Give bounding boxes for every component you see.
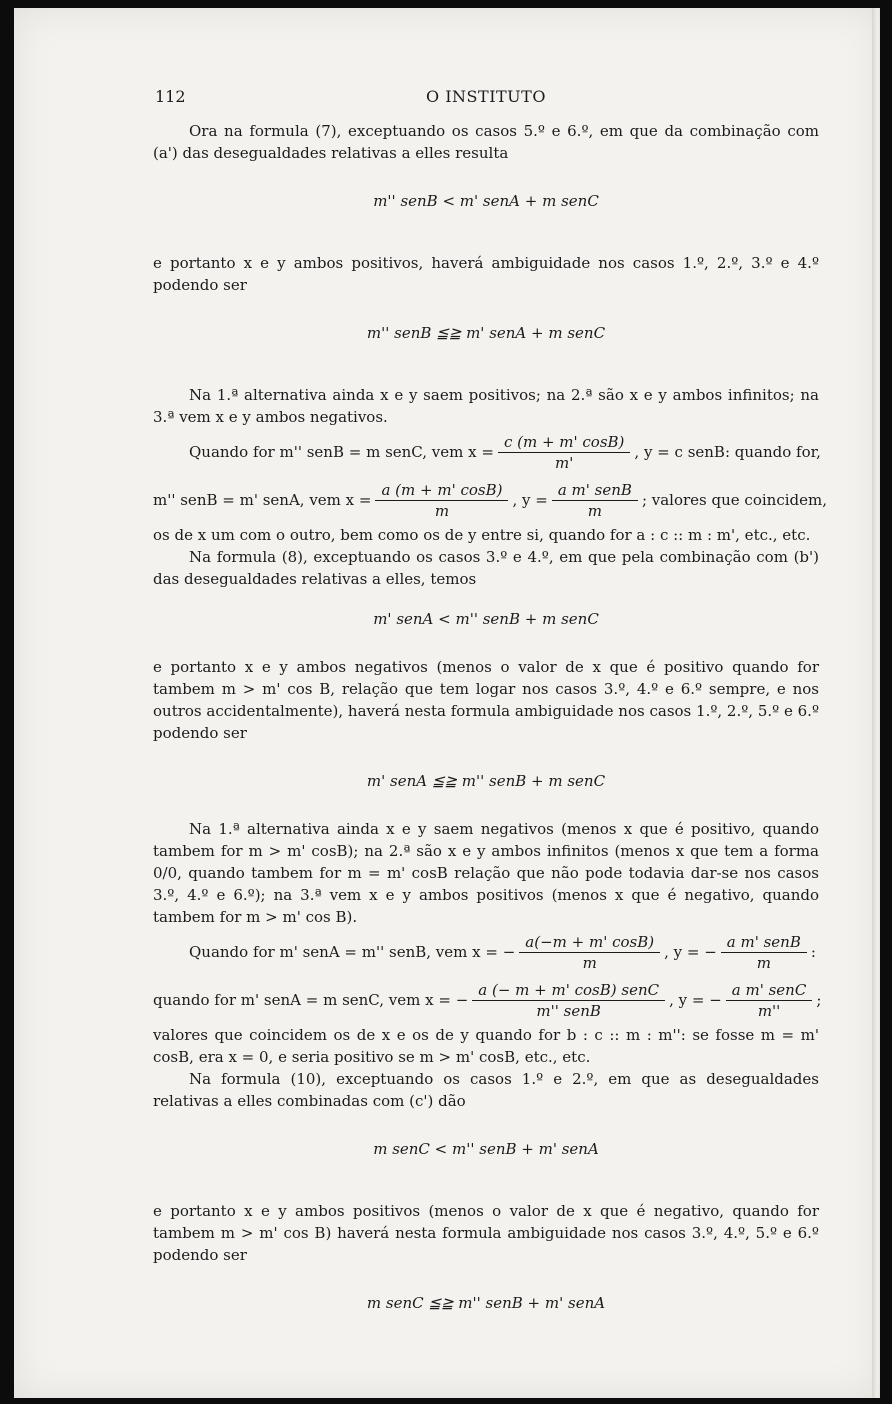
equation-line-2 bbox=[153, 476, 827, 524]
eq4-numerator-y: a m' senC bbox=[726, 980, 813, 1001]
page-number: 112 bbox=[155, 87, 186, 106]
formula-2: m'' senB ≦≧ m' senA + m senC bbox=[366, 324, 606, 342]
paragraph-5: Na formula (8), exceptuando os casos 3.º e 4.º, em que pela combinação com (b') das desegualdades relativas a elles, temos bbox=[153, 548, 819, 588]
paragraph-1: Ora na formula (7), exceptuando os casos 5.º e 6.º, em que da combinação com (a') das desegualdades relativas a elles resulta bbox=[153, 122, 819, 162]
eq3-fraction-y bbox=[721, 932, 807, 973]
equation-line-4 bbox=[153, 976, 822, 1024]
equation-line-3 bbox=[153, 928, 819, 976]
eq4-text-a: quando for m' senA = m senC, vem x = − bbox=[153, 991, 469, 1009]
eq3-denominator-y: m bbox=[756, 953, 771, 972]
formula-6: m senC ≦≧ m'' senB + m' senA bbox=[366, 1294, 606, 1312]
equation-line-1 bbox=[153, 428, 819, 476]
eq2-fraction-y bbox=[552, 480, 638, 521]
paragraph-2: e portanto x e y ambos positivos, haverá ambiguidade nos casos 1.º, 2.º, 3.º e 4.º podendo ser bbox=[153, 254, 819, 294]
eq1-numerator: c (m + m' cosB) bbox=[498, 432, 630, 453]
page-header bbox=[153, 84, 819, 110]
eq2-fraction-x bbox=[375, 480, 508, 521]
eq3-fraction-x bbox=[519, 932, 660, 973]
paragraph-8: valores que coincidem os de x e os de y quando for b : c :: m : m'': se fosse m = m' cosB, era x = 0, e seria positivo se m > m' cosB, etc., etc. bbox=[153, 1026, 819, 1066]
eq4-denominator-y: m'' bbox=[757, 1001, 781, 1020]
eq3-denominator-x: m bbox=[582, 953, 597, 972]
formula-5: m senC < m'' senB + m' senA bbox=[373, 1140, 599, 1158]
eq3-text-c: : bbox=[810, 943, 816, 961]
eq2-text-a: m'' senB = m' senA, vem x = bbox=[153, 491, 372, 509]
eq1-text-b: , y = c senB: quando for, bbox=[634, 443, 821, 461]
eq3-text-a: Quando for m' senA = m'' senB, vem x = − bbox=[189, 943, 516, 961]
eq2-numerator-y: a m' senB bbox=[552, 480, 638, 501]
eq3-numerator-x: a(−m + m' cosB) bbox=[519, 932, 660, 953]
eq4-numerator-x: a (− m + m' cosB) senC bbox=[472, 980, 665, 1001]
eq3-numerator-y: a m' senB bbox=[721, 932, 807, 953]
paragraph-7: Na 1.ª alternativa ainda x e y saem negativos (menos x que é positivo, quando tambem for m > m' cosB); na 2.ª são x e y ambos infinitos (menos x que tem a forma 0/0, quando tambem for m = m' cosB relação que não pode todavia dar-se nos casos 3.º, 4.º e 6.º); na 3.ª vem x e y ambos positivos (menos x que é negativo, quando tambem for m > m' cos B). bbox=[153, 820, 819, 926]
eq4-text-c: ; bbox=[816, 991, 822, 1009]
eq2-numerator-x: a (m + m' cosB) bbox=[375, 480, 508, 501]
eq4-text-b: , y = − bbox=[669, 991, 722, 1009]
page-content bbox=[153, 84, 827, 1314]
paragraph-6: e portanto x e y ambos negativos (menos o valor de x que é positivo quando for tambem m > m' cos B, relação que tem logar nos casos 3.º, 4.º e 6.º sempre, e nos outros accidentalmente), haverá nesta formula ambiguidade nos casos 1.º, 2.º, 5.º e 6.º podendo ser bbox=[153, 658, 819, 742]
eq4-denominator-x: m'' senB bbox=[536, 1001, 601, 1020]
running-title: O INSTITUTO bbox=[426, 87, 546, 106]
page-edge bbox=[872, 8, 878, 1398]
eq2-denominator-x: m bbox=[434, 501, 450, 520]
formula-3: m' senA < m'' senB + m senC bbox=[373, 610, 599, 628]
eq4-fraction-x bbox=[472, 980, 665, 1021]
eq1-fraction bbox=[498, 432, 630, 473]
eq1-text-a: Quando for m'' senB = m senC, vem x = bbox=[189, 443, 494, 461]
eq2-text-b: , y = bbox=[512, 491, 548, 509]
eq4-fraction-y bbox=[726, 980, 813, 1021]
formula-1: m'' senB < m' senA + m senC bbox=[373, 192, 599, 210]
eq1-denominator: m' bbox=[554, 453, 574, 472]
formula-4: m' senA ≦≧ m'' senB + m senC bbox=[366, 772, 606, 790]
paragraph-4: os de x um com o outro, bem como os de y entre si, quando for a : c :: m : m', etc., etc. bbox=[153, 526, 811, 544]
paragraph-9: Na formula (10), exceptuando os casos 1.º e 2.º, em que as desegualdades relativas a elles combinadas com (c') dão bbox=[153, 1070, 819, 1110]
eq2-text-c: ; valores que coincidem, bbox=[641, 491, 827, 509]
eq3-text-b: , y = − bbox=[664, 943, 717, 961]
paragraph-10: e portanto x e y ambos positivos (menos o valor de x que é negativo, quando for tambem m > m' cos B) haverá nesta formula ambiguidade nos casos 3.º, 4.º, 5.º e 6.º podendo ser bbox=[153, 1202, 819, 1264]
paragraph-3: Na 1.ª alternativa ainda x e y saem positivos; na 2.ª são x e y ambos infinitos; na 3.ª vem x e y ambos negativos. bbox=[153, 386, 819, 426]
eq2-denominator-y: m bbox=[587, 501, 602, 520]
